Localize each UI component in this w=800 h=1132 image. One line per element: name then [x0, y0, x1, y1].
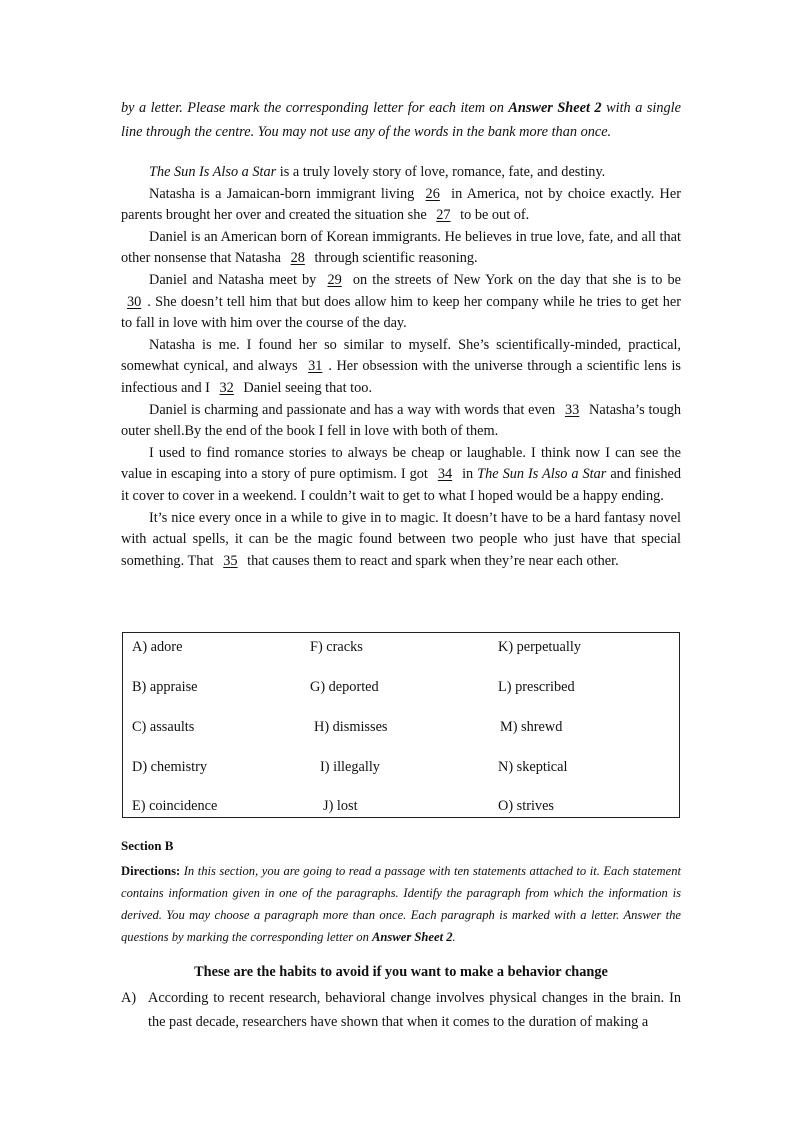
word-option[interactable]: F) cracks: [310, 639, 363, 655]
paragraph-text: I used to find romance stories to always be cheap or laughable. I think now I can see the value in escaping into a story of pure optimism. I got: [121, 444, 681, 483]
blank-28[interactable]: 28: [290, 250, 305, 267]
word-option[interactable]: L) prescribed: [498, 679, 575, 695]
paragraph-text: Natasha is a Jamaican-born immigrant living: [149, 185, 420, 202]
paragraph-text: Natasha’s tough outer shell.By the end of the book I fell in love with both of them.: [121, 401, 682, 440]
word-option[interactable]: G) deported: [310, 679, 379, 695]
paragraph-text: in America, not by choice exactly. Her parents brought her over and created the situation she: [121, 185, 681, 224]
paragraph-8: [121, 508, 681, 573]
paragraph-3: [121, 227, 681, 270]
word-option[interactable]: J) lost: [323, 798, 358, 814]
directions-text: In this section, you are going to read a passage with ten statements attached to it. Each statement contains information given in one of the paragraphs. Identify the paragraph from which the information is derived. You may choose a paragraph more than once. Each paragraph is marked with a letter. Answer the questions by marking the corresponding letter on: [121, 864, 681, 944]
paragraph-text: According to recent research, behavioral change involves physical changes in the brain. In the past decade, researchers have shown that when it comes to the duration of making a: [148, 990, 681, 1030]
blank-35[interactable]: 35: [223, 552, 238, 569]
word-option[interactable]: D) chemistry: [132, 759, 208, 775]
paragraph-text: in: [458, 466, 478, 483]
blank-33[interactable]: 33: [564, 401, 580, 418]
section-b-title: Section B: [121, 838, 174, 853]
word-option[interactable]: E) coincidence: [132, 798, 218, 814]
paragraph-text: . She doesn’t tell him that but does allow him to keep her company while he tries to get her to fall in love with him over the course of the day.: [121, 293, 681, 332]
paragraph-2: [121, 184, 681, 227]
blank-31[interactable]: 31: [308, 358, 323, 375]
paragraph-text: on the streets of New York on the day that she is to be: [347, 271, 681, 288]
paragraph-1: [121, 162, 681, 184]
word-option[interactable]: K) perpetually: [498, 639, 581, 655]
paragraph-text: Daniel and Natasha meet by: [149, 271, 322, 288]
paragraph-text: to be out of.: [456, 207, 530, 224]
paragraph-7: [121, 443, 681, 508]
word-option[interactable]: I) illegally: [320, 759, 380, 775]
answer-sheet-ref: Answer Sheet 2: [508, 100, 602, 116]
paragraph-text: that causes them to react and spark when they’re near each other.: [243, 552, 619, 569]
blank-32[interactable]: 32: [219, 379, 234, 396]
paragraph-text: Natasha is me. I found her so similar to myself. She’s scientifically-minded, practical, somewhat cynical, and always: [121, 336, 681, 375]
instructions-text: by a letter. Please mark the corresponding letter for each item on: [121, 100, 509, 116]
paragraph-text: and finished it cover to cover in a weekend. I couldn’t wait to get to what I hoped would be a happy ending.: [121, 466, 681, 504]
directions-label: Directions:: [121, 864, 181, 878]
paragraph-6: [121, 400, 681, 443]
cloze-passage: [121, 162, 681, 572]
blank-30[interactable]: 30: [127, 293, 142, 310]
instructions-text-end: with a single line through the centre. You may not use any of the words in the bank more than once.: [121, 100, 681, 140]
paragraph-text: Daniel is an American born of Korean immigrants. He believes in true love, fate, and all that other nonsense that Natasha: [121, 228, 681, 267]
blank-27[interactable]: 27: [436, 207, 451, 224]
directions-end: .: [452, 930, 456, 944]
article-paragraph-a: [121, 986, 681, 1034]
blank-29[interactable]: 29: [327, 271, 342, 288]
word-option[interactable]: C) assaults: [132, 719, 195, 735]
word-option[interactable]: A) adore: [132, 639, 183, 655]
paragraph-4: [121, 270, 681, 335]
book-title: The Sun Is Also a Star: [477, 466, 607, 483]
paragraph-text: It’s nice every once in a while to give in to magic. It doesn’t have to be a hard fantasy novel with actual spells, it can be the magic found between two people who just have that special something. That: [121, 509, 681, 569]
word-option[interactable]: H) dismisses: [314, 719, 388, 735]
word-option[interactable]: B) appraise: [132, 679, 198, 695]
paragraph-text: . Her obsession with the universe through a scientific lens is infectious and I: [121, 358, 681, 396]
book-title: The Sun Is Also a Star: [149, 164, 277, 180]
answer-sheet-ref: Answer Sheet 2: [372, 930, 453, 944]
blank-26[interactable]: 26: [425, 185, 440, 202]
article-heading: These are the habits to avoid if you want to make a behavior change: [194, 964, 608, 980]
section-b-directions: [121, 860, 681, 948]
word-option[interactable]: N) skeptical: [498, 759, 568, 775]
word-option[interactable]: O) strives: [498, 798, 554, 814]
paragraph-text: Daniel is charming and passionate and has a way with words that even: [149, 401, 559, 418]
paragraph-text: Daniel seeing that too.: [239, 379, 373, 396]
paragraph-text: is a truly lovely story of love, romance, fate, and destiny.: [276, 164, 606, 180]
paragraph-text: through scientific reasoning.: [310, 250, 478, 267]
paragraph-label: A): [121, 990, 137, 1006]
instructions-continuation: [121, 96, 681, 144]
paragraph-5: [121, 335, 681, 400]
blank-34[interactable]: 34: [437, 466, 453, 483]
word-bank: [122, 632, 680, 818]
word-option[interactable]: M) shrewd: [500, 719, 563, 735]
